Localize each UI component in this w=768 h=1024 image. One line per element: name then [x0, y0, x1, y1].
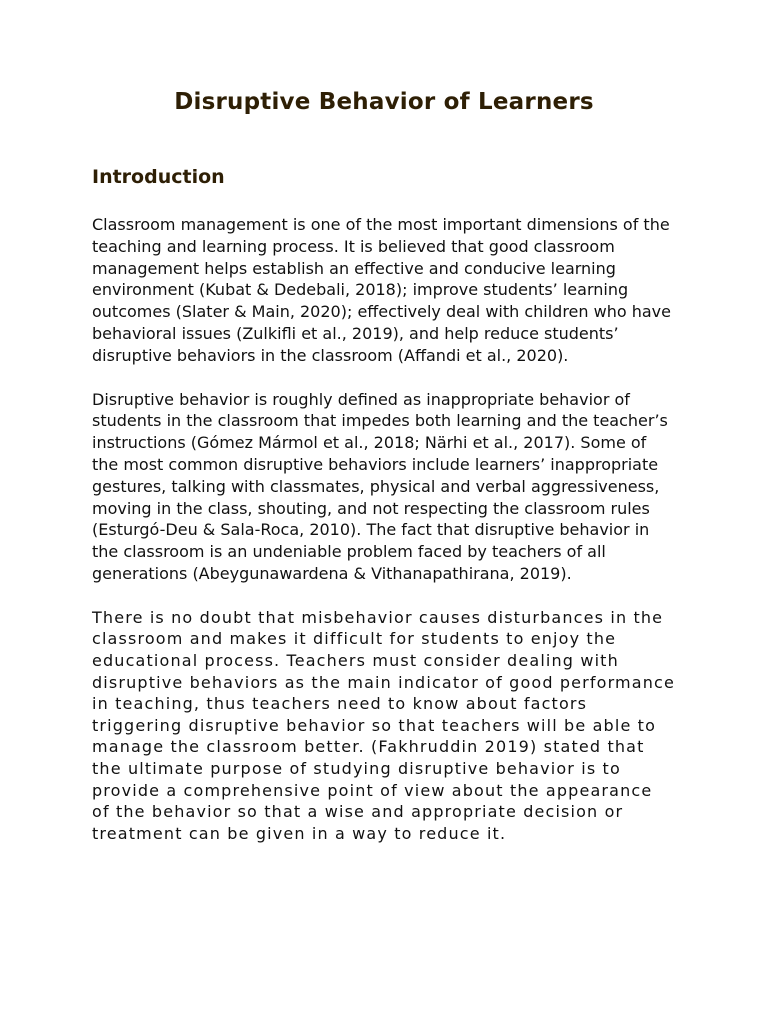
paragraph-2: Disruptive behavior is roughly defined as inappropriate behavior of students in the classroom that impedes both learning and the teacher’s instructions (Gómez Mármol et al., 2018; Närhi et al., 2017). Some of the most common disruptive behaviors include learners’ inappropriate gestures, talking with classmates, physical and verbal aggressiveness, moving in the class, shouting, and not respecting the classroom rules (Esturgó-Deu & Sala-Roca, 2010). The fact that disruptive behavior in the classroom is an undeniable problem faced by teachers of all generations (Abeygunawardena & Vithanapathirana, 2019).	[92, 389, 668, 583]
document-title: Disruptive Behavior of Learners	[174, 89, 594, 115]
paragraph-1: Classroom management is one of the most important dimensions of the teaching and learning process. It is believed that good classroom management helps establish an effective and conducive learning environment (Kubat & Dedebali, 2018); improve students’ learning outcomes (Slater & Main, 2020); effectively deal with children who have behavioral issues (Zulkifli et al., 2019), and help reduce students’ disruptive behaviors in the classroom (Affandi et al., 2020).	[92, 215, 671, 365]
section-heading-introduction: Introduction	[92, 166, 225, 188]
paragraph-3: There is no doubt that misbehavior causes disturbances in the classroom and makes it difficult for students to enjoy the educational process. Teachers must consider dealing with disruptive behaviors as the main indicator of good performance in teaching, thus teachers need to know about factors triggering disruptive behavior so that teachers will be able to manage the classroom better. (Fakhruddin 2019) stated that the ultimate purpose of studying disruptive behavior is to provide a comprehensive point of view about the appearance of the behavior so that a wise and appropriate decision or treatment can be given in a way to reduce it.	[92, 607, 675, 843]
